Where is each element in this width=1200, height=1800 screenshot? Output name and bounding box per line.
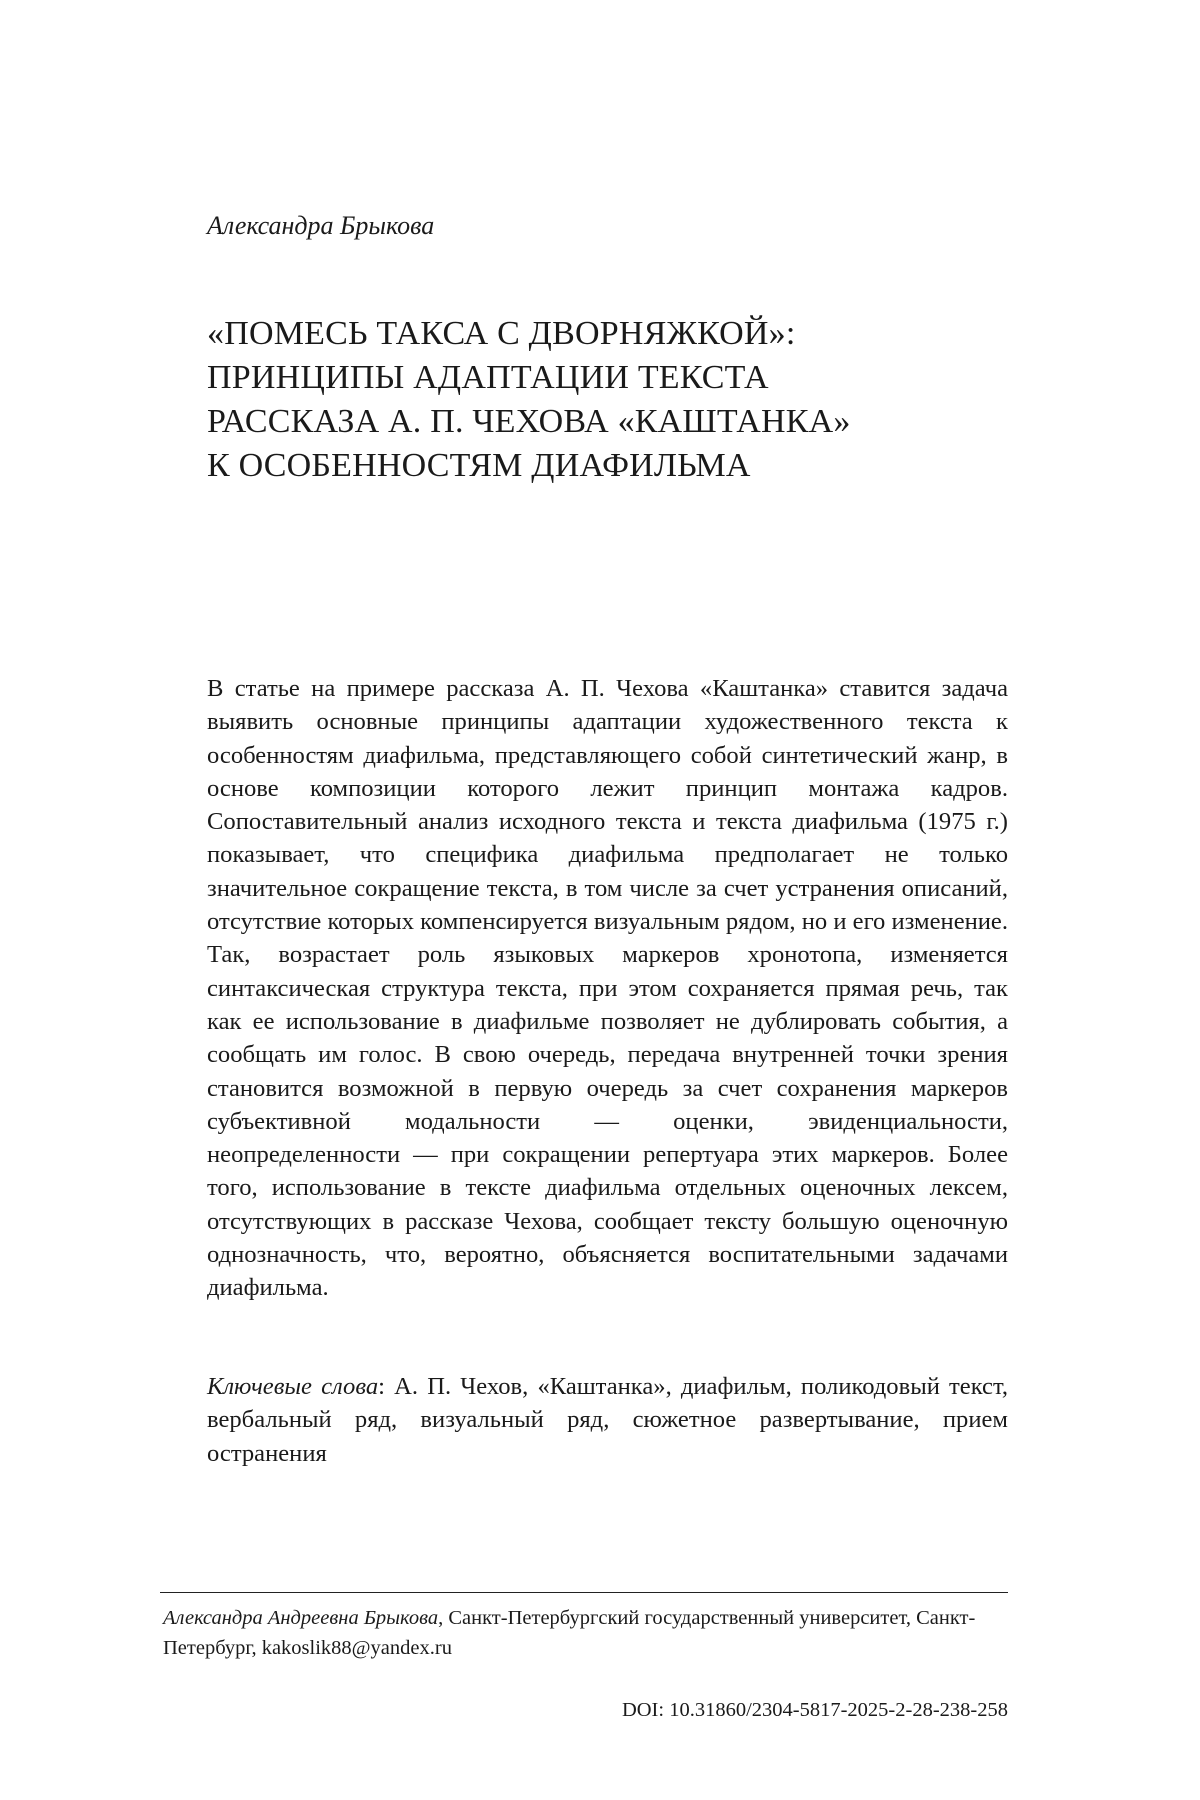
title-line: ПРИНЦИПЫ АДАПТАЦИИ ТЕКСТА bbox=[207, 359, 769, 396]
keywords-label: Ключевые слова bbox=[207, 1373, 379, 1400]
doi: DOI: 10.31860/2304-5817-2025-2-28-238-258 bbox=[621, 1699, 1008, 1721]
article-title bbox=[207, 312, 987, 488]
author-footnote: Александра Андреевна Брыкова, Санкт-Петербургский государственный университет, Санкт-Петербург, kakoslik88@yandex.ru bbox=[163, 1607, 976, 1659]
footnote-affiliation: Санкт-Петербургский государственный университет, Санкт-Петербург, kakoslik88@yandex.ru bbox=[163, 1607, 976, 1659]
author-name: Александра Брыкова bbox=[207, 211, 435, 240]
abstract: В статье на примере рассказа А. П. Чехова «Каштанка» ставится задача выявить основные принципы адаптации художественного текста к особенностям диафильма, представляющего собой синтетический жанр, в основе композиции которого лежит принцип монтажа кадров. Сопоставительный анализ исходного текста и текста диафильма (1975 г.) показывает, что специфика диафильма предполагает не только значительное сокращение текста, в том числе за счет устранения описаний, отсутствие которых компенсируется визуальным рядом, но и его изменение. Так, возрастает роль языковых маркеров хронотопа, изменяется синтаксическая структура текста, при этом сохраняется прямая речь, так как ее использование в диафильме позволяет не дублировать события, а сообщать им голос. В свою очередь, передача внутренней точки зрения становится возможной в первую очередь за счет сохранения маркеров субъективной модальности — оценки, эвиденциальности, неопределенности — при сокращении репертуара этих маркеров. Более того, использование в тексте диафильма отдельных оценочных лексем, отсутствующих в рассказе Чехова, сообщает тексту большую оценочную однозначность, что, вероятно, объясняется воспитательными задачами диафильма. bbox=[207, 675, 1008, 1302]
title-line: К ОСОБЕННОСТЯМ ДИАФИЛЬМА bbox=[207, 447, 751, 484]
keywords-text: А. П. Чехов, «Каштанка», диафильм, поликодовый текст, вербальный ряд, визуальный ряд, сюжетное развертывание, прием остранения bbox=[207, 1373, 1009, 1467]
footnote-author-name: Александра Андреевна Брыкова bbox=[163, 1607, 439, 1629]
title-line: «ПОМЕСЬ ТАКСА С ДВОРНЯЖКОЙ»: bbox=[207, 315, 796, 352]
title-line: РАССКАЗА А. П. ЧЕХОВА «КАШТАНКА» bbox=[207, 403, 851, 440]
keywords: Ключевые слова: А. П. Чехов, «Каштанка», диафильм, поликодовый текст, вербальный ряд, визуальный ряд, сюжетное развертывание, прием остранения bbox=[207, 1373, 1009, 1467]
footnote-divider bbox=[160, 1592, 1008, 1593]
